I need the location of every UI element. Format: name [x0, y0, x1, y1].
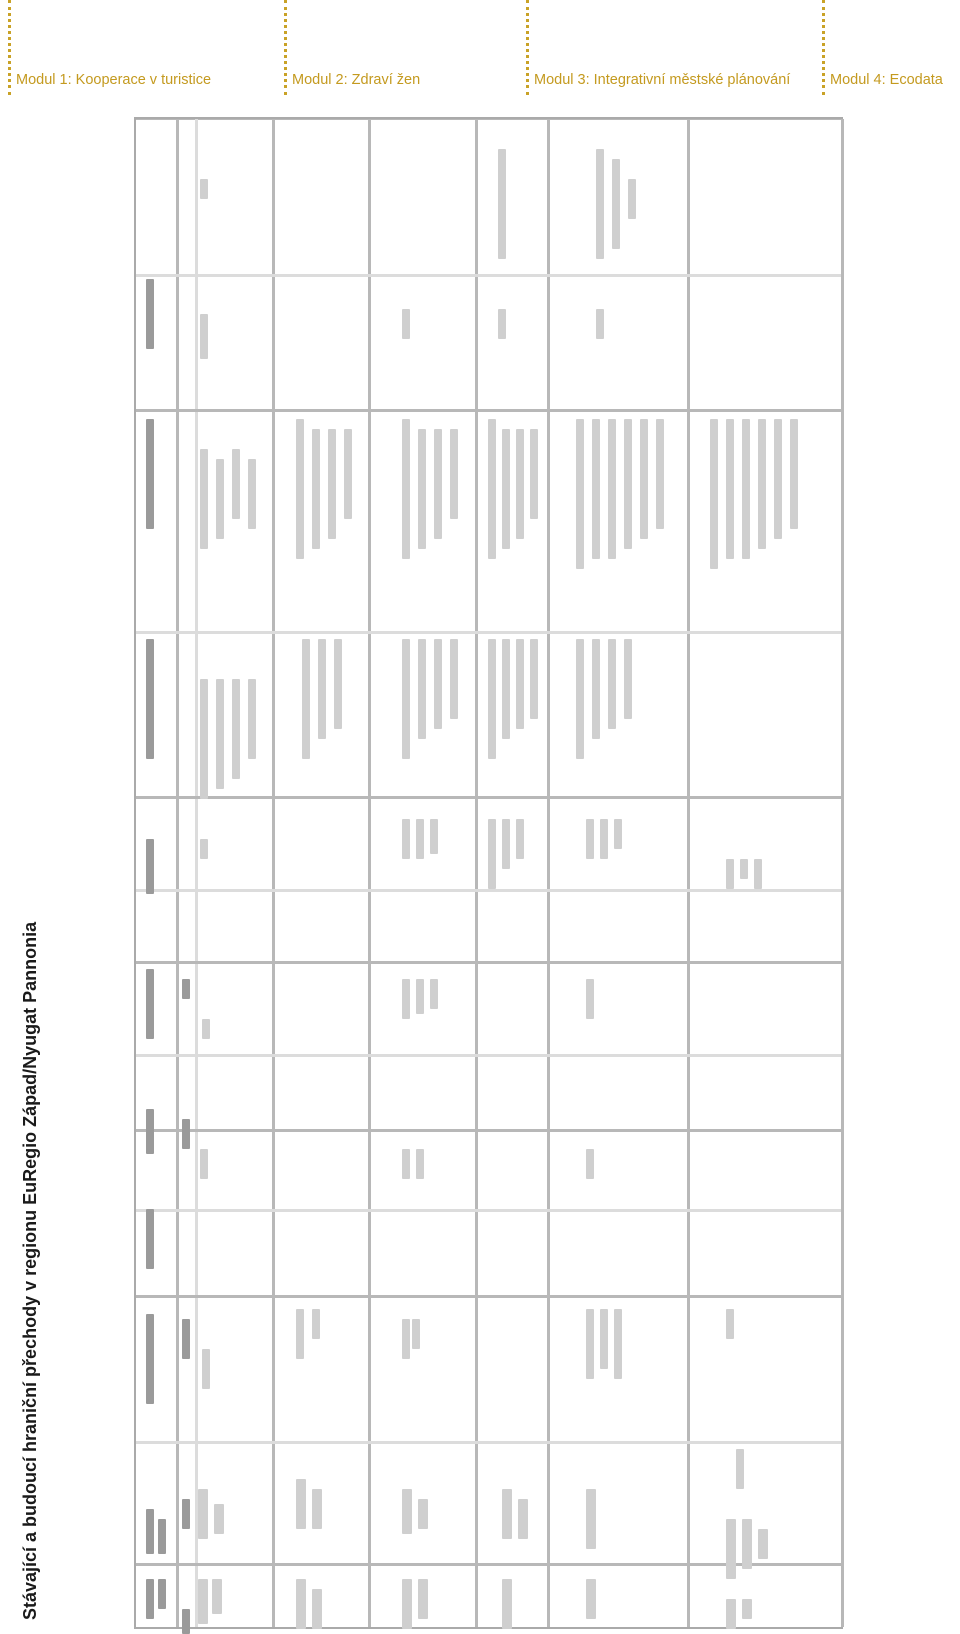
illegible-text-placeholder	[656, 419, 664, 529]
illegible-text-placeholder	[418, 1499, 428, 1529]
table-rule	[176, 119, 179, 1627]
illegible-text-placeholder	[248, 679, 256, 759]
illegible-text-placeholder	[758, 419, 766, 549]
illegible-text-placeholder	[416, 979, 424, 1014]
illegible-text-placeholder	[198, 1579, 208, 1624]
illegible-text-placeholder	[600, 1309, 608, 1369]
illegible-text-placeholder	[790, 419, 798, 529]
table-rule	[687, 119, 690, 1627]
illegible-text-placeholder	[296, 1309, 304, 1359]
illegible-text-placeholder	[214, 1504, 224, 1534]
dotted-separator	[8, 0, 11, 95]
illegible-text-placeholder	[312, 1589, 322, 1629]
illegible-text-placeholder	[600, 819, 608, 859]
illegible-text-placeholder	[402, 639, 410, 759]
illegible-text-placeholder	[296, 419, 304, 559]
illegible-text-placeholder	[146, 639, 154, 759]
illegible-text-placeholder	[592, 639, 600, 739]
table-rule	[547, 119, 550, 1627]
illegible-text-placeholder	[726, 1599, 736, 1629]
table-rule	[136, 1129, 841, 1132]
table-rule	[136, 1295, 841, 1298]
illegible-text-placeholder	[498, 149, 506, 259]
illegible-text-placeholder	[450, 639, 458, 719]
illegible-text-placeholder	[402, 819, 410, 859]
module-tab-label: Modul 4: Ecodata	[830, 72, 943, 88]
illegible-text-placeholder	[158, 1579, 166, 1609]
illegible-text-placeholder	[502, 429, 510, 549]
illegible-text-placeholder	[434, 429, 442, 539]
illegible-text-placeholder	[416, 1149, 424, 1179]
illegible-text-placeholder	[726, 1309, 734, 1339]
illegible-text-placeholder	[586, 1149, 594, 1179]
illegible-text-placeholder	[182, 1499, 190, 1529]
dotted-separator	[822, 0, 825, 95]
illegible-text-placeholder	[516, 639, 524, 729]
illegible-text-placeholder	[530, 429, 538, 519]
illegible-text-placeholder	[608, 419, 616, 559]
illegible-text-placeholder	[608, 639, 616, 729]
illegible-text-placeholder	[248, 459, 256, 529]
illegible-text-placeholder	[344, 429, 352, 519]
illegible-text-placeholder	[200, 839, 208, 859]
table-rule	[136, 1441, 841, 1444]
illegible-text-placeholder	[416, 819, 424, 859]
illegible-text-placeholder	[710, 419, 718, 569]
illegible-text-placeholder	[312, 429, 320, 549]
illegible-text-placeholder	[216, 459, 224, 539]
illegible-text-placeholder	[586, 819, 594, 859]
illegible-text-placeholder	[146, 279, 154, 349]
illegible-text-placeholder	[402, 1319, 410, 1359]
illegible-text-placeholder	[502, 1579, 512, 1629]
illegible-text-placeholder	[200, 449, 208, 549]
illegible-text-placeholder	[412, 1319, 420, 1349]
illegible-text-placeholder	[430, 819, 438, 854]
illegible-text-placeholder	[202, 1019, 210, 1039]
illegible-text-placeholder	[612, 159, 620, 249]
illegible-text-placeholder	[418, 639, 426, 739]
illegible-text-placeholder	[182, 1609, 190, 1634]
illegible-text-placeholder	[624, 639, 632, 719]
illegible-text-placeholder	[232, 449, 240, 519]
illegible-text-placeholder	[758, 1529, 768, 1559]
table-rule	[136, 631, 841, 634]
illegible-text-placeholder	[312, 1309, 320, 1339]
illegible-text-placeholder	[146, 1209, 154, 1269]
dotted-separator	[284, 0, 287, 95]
table-rule	[136, 1209, 841, 1212]
illegible-text-placeholder	[586, 1309, 594, 1379]
illegible-text-placeholder	[200, 314, 208, 359]
illegible-text-placeholder	[530, 639, 538, 719]
module-tab-label: Modul 3: Integrativní městské plánování	[534, 72, 791, 88]
illegible-text-placeholder	[296, 1579, 306, 1629]
table-rule	[136, 119, 841, 120]
illegible-text-placeholder	[202, 1349, 210, 1389]
page-title: Stávající a budoucí hraniční přechody v regionu EuRegio Západ/Nyugat Pannonia	[20, 921, 40, 1620]
table-rule	[136, 274, 841, 277]
illegible-text-placeholder	[586, 1579, 596, 1619]
illegible-text-placeholder	[216, 679, 224, 789]
illegible-text-placeholder	[576, 419, 584, 569]
illegible-text-placeholder	[726, 859, 734, 889]
illegible-text-placeholder	[742, 1599, 752, 1619]
illegible-text-placeholder	[516, 819, 524, 859]
illegible-text-placeholder	[334, 639, 342, 729]
illegible-text-placeholder	[488, 639, 496, 759]
illegible-text-placeholder	[774, 419, 782, 539]
illegible-text-placeholder	[200, 1149, 208, 1179]
table-rule	[272, 119, 275, 1627]
illegible-text-placeholder	[182, 979, 190, 999]
illegible-text-placeholder	[146, 969, 154, 1039]
illegible-text-placeholder	[640, 419, 648, 539]
illegible-text-placeholder	[402, 979, 410, 1019]
illegible-text-placeholder	[146, 1314, 154, 1404]
illegible-text-placeholder	[146, 1509, 154, 1554]
table-rule	[136, 796, 841, 799]
illegible-text-placeholder	[488, 419, 496, 559]
illegible-text-placeholder	[200, 179, 208, 199]
illegible-text-placeholder	[516, 429, 524, 539]
illegible-text-placeholder	[502, 819, 510, 869]
illegible-text-placeholder	[198, 1489, 208, 1539]
illegible-text-placeholder	[182, 1319, 190, 1359]
illegible-text-placeholder	[402, 1489, 412, 1534]
illegible-text-placeholder	[402, 1579, 412, 1629]
illegible-text-placeholder	[200, 679, 208, 799]
illegible-text-placeholder	[146, 839, 154, 894]
illegible-text-placeholder	[402, 309, 410, 339]
illegible-text-placeholder	[726, 1519, 736, 1579]
illegible-text-placeholder	[488, 819, 496, 889]
illegible-text-placeholder	[328, 429, 336, 539]
illegible-text-placeholder	[576, 639, 584, 759]
illegible-text-placeholder	[614, 1309, 622, 1379]
illegible-text-placeholder	[586, 979, 594, 1019]
illegible-text-placeholder	[726, 419, 734, 559]
illegible-text-placeholder	[296, 1479, 306, 1529]
illegible-text-placeholder	[418, 1579, 428, 1619]
illegible-text-placeholder	[596, 149, 604, 259]
illegible-text-placeholder	[312, 1489, 322, 1529]
table-rule	[136, 1054, 841, 1057]
illegible-text-placeholder	[450, 429, 458, 519]
module-tab-label: Modul 1: Kooperace v turistice	[16, 72, 212, 88]
illegible-text-placeholder	[754, 859, 762, 889]
illegible-text-placeholder	[146, 419, 154, 529]
table-rule	[136, 961, 841, 964]
illegible-text-placeholder	[402, 419, 410, 559]
illegible-text-placeholder	[628, 179, 636, 219]
illegible-text-placeholder	[182, 1119, 190, 1149]
illegible-text-placeholder	[592, 419, 600, 559]
illegible-text-placeholder	[740, 859, 748, 879]
illegible-text-placeholder	[318, 639, 326, 739]
illegible-text-placeholder	[502, 639, 510, 739]
table-rule	[841, 119, 844, 1627]
illegible-text-placeholder	[518, 1499, 528, 1539]
illegible-text-placeholder	[502, 1489, 512, 1539]
module-tabs	[0, 0, 960, 100]
table-rule	[368, 119, 371, 1627]
illegible-text-placeholder	[158, 1519, 166, 1554]
module-tab-label: Modul 2: Zdraví žen	[292, 72, 421, 88]
illegible-text-placeholder	[742, 419, 750, 559]
table-rule	[136, 409, 841, 412]
table-rule	[475, 119, 478, 1627]
illegible-text-placeholder	[614, 819, 622, 849]
illegible-text-placeholder	[146, 1109, 154, 1154]
illegible-text-placeholder	[434, 639, 442, 729]
illegible-text-placeholder	[498, 309, 506, 339]
illegible-text-placeholder	[430, 979, 438, 1009]
illegible-text-placeholder	[402, 1149, 410, 1179]
illegible-text-placeholder	[736, 1449, 744, 1489]
illegible-text-placeholder	[302, 639, 310, 759]
illegible-text-placeholder	[232, 679, 240, 779]
table-rule	[136, 889, 841, 892]
illegible-text-placeholder	[418, 429, 426, 549]
table-rule	[195, 119, 198, 1627]
illegible-text-placeholder	[596, 309, 604, 339]
illegible-text-placeholder	[146, 1579, 154, 1619]
dotted-separator	[526, 0, 529, 95]
illegible-text-placeholder	[212, 1579, 222, 1614]
illegible-text-placeholder	[624, 419, 632, 549]
illegible-text-placeholder	[586, 1489, 596, 1549]
illegible-text-placeholder	[742, 1519, 752, 1569]
border-crossings-table	[134, 117, 843, 1629]
